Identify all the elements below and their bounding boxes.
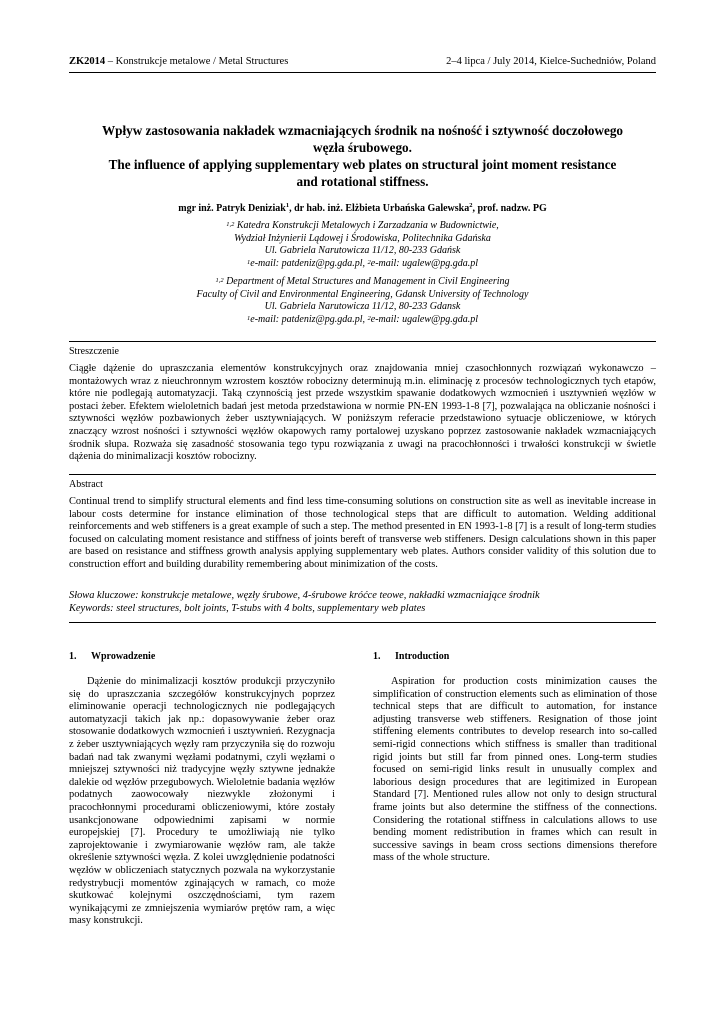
email-sup-2: 2	[367, 314, 371, 322]
divider	[69, 622, 656, 623]
column-left	[69, 676, 335, 928]
keywords-pl: Słowa kluczowe: konstrukcje metalowe, węzły śrubowe, 4-śrubowe króćce teowe, nakładki wzmacniające środnik	[69, 590, 540, 601]
paragraph-pl: Dążenie do minimalizacji kosztów produkcji przyczyniło się do upraszczania szczegółów konstrukcyjnych poprzez eliminowanie operacji technologicznych nie podlegających automatyzacji takich jak np.: dopasowywanie żeber oraz stosowanie dodatkowych wzmocnień i usztywnień. Rezygnacja z żeber usztywniających węzły ram przyczyniła się do rozwoju badań nad tak zwanymi węzłami podatnymi, czyli węzłami o mniejszej sztywności niż tradycyjne węzły sztywne jednakże dalekie od węzłów przegubowych. Wieloletnie badania węzłów podatnych zaowocowały niezwykle złożonymi i pracochłonnymi procedurami obliczeniowymi, które zostały usankcjonowane odpowiednimi zapisami w normie europejskiej [7]. Procedury te umożliwiają nie tylko zaprojektowanie i zwymiarowanie węzłów ram, ale także określenie sztywności węzła. Z kolei uwzględnienie podatności węzłów w obliczeniach statycznych pozwala na wykorzystanie redystrybucji momentów zginających w ramach, co może skutkować kolejnymi oszczędnościami, tym razem wynikającymi ze zmniejszenia wymiarów prętów ram, a więc masy konstrukcji.	[69, 676, 335, 927]
column-right	[373, 676, 657, 865]
affiliation-en-line3: Ul. Gabriela Narutowicza 11/12, 80-233 Gdansk	[264, 301, 461, 313]
author-1-name: mgr inż. Patryk Deniziak	[178, 203, 286, 214]
affiliation-en-emails	[69, 314, 656, 327]
affiliation-en-dept: Department of Metal Structures and Management in Civil Engineering	[223, 276, 510, 287]
section-number: 1.	[69, 651, 77, 662]
title-en-line1: The influence of applying supplementary web plates on structural joint moment resistance	[108, 157, 617, 172]
conference-code: ZK2014	[69, 56, 106, 67]
affiliation-pl	[69, 220, 656, 270]
email-sup-2: 2	[367, 258, 371, 266]
author-2-title: , prof. nadzw. PG	[472, 203, 547, 214]
email-1: e-mail: patdeniz@pg.gda.pl,	[250, 313, 368, 325]
title-en-line2: and rotational stiffness.	[296, 174, 429, 189]
section-title: Introduction	[395, 651, 450, 662]
section-heading-pl	[69, 651, 155, 662]
affiliation-pl-sup: 1,2	[226, 221, 235, 228]
author-2-sup: 2	[469, 202, 473, 209]
email-2: e-mail: ugalew@pg.gda.pl	[370, 257, 478, 269]
streszczenie-text: Ciągłe dążenie do upraszczania elementów konstrukcyjnych oraz znajdowania mniej czasochłonnych rozwiązań wykonawczo – montażowych wraz z nieuchronnym wzrostem kosztów robocizny determinują m.in. eliminację z procesów technologicznych tych etapów, które nie podlegają automatyzacji. Taką czynnością jest przede wszystkim spawanie dodatkowych wzmocnień i usztywnień węzłów w postaci żeber. Efektem wieloletnich badań jest metoda przedstawiona w normie PN-EN 1993-1-8 [7], pozwalająca na obliczanie nośności i sztywności węzłów pozbawionych żeber usztywniających. W poniższym referacie przedstawiono sytuacje obliczeniowe, w których znaczący wzrost nośności i sztywności węzłów okapowych ramy portalowej uzyskano poprzez zastosowanie nakładek wzmacniających środnik słupa. Rozważa się zasadność stosowania tego typu rozwiązania z uwagi na pracochłonności i trwałości konstrukcji w świetle dążenia do minimalizacji kosztów robocizny.	[69, 363, 656, 463]
streszczenie-label: Streszczenie	[69, 346, 119, 357]
divider	[69, 341, 656, 342]
title-pl-line1: Wpływ zastosowania nakładek wzmacniających środnik na nośność i sztywność doczołowego	[101, 123, 624, 138]
divider	[69, 474, 656, 475]
conference-name	[69, 56, 288, 67]
affiliation-pl-emails	[69, 258, 656, 271]
paragraph-en: Aspiration for production costs minimization causes the simplification of construction elements such as elimination of those technical steps that are difficult to automation, for instance adjusting transverse web stiffeners. Resignation of those joint stiffening elements contributes to develop research into so-called semi-rigid connections which stiffness is smaller than traditional rigid joints but still far from pinned ones. Long-term studies focused on semi-rigid links result in unusually complex and laborious design procedures that are legitimized in European Standard [7]. Mentioned rules allow not only to design structural frame joints but also determine the stiffness of the connections. Considering the rotational stiffness in calculations allows to use bending moment redistribution in frames which can result in successive savings in beam cross sections dimensions therefore mass of the whole structure.	[373, 676, 657, 864]
affiliation-pl-dept: Katedra Konstrukcji Metalowych i Zarzadzania w Budownictwie,	[234, 220, 499, 231]
conference-date-place: 2–4 lipca / July 2014, Kielce-Suchedniów, Poland	[446, 56, 656, 67]
affiliation-en-line2: Faculty of Civil and Environmental Engineering, Gdansk University of Technology	[196, 288, 529, 300]
affiliation-pl-line3: Ul. Gabriela Narutowicza 11/12, 80-233 Gdańsk	[264, 245, 461, 257]
authors-line	[69, 203, 656, 214]
title-pl-line2: węzła śrubowego.	[313, 140, 412, 155]
author-1-sup: 1	[285, 202, 290, 209]
paper-title	[69, 122, 656, 190]
affiliation-pl-line1	[69, 220, 656, 233]
affiliation-pl-line2: Wydział Inżynierii Lądowej i Środowiska, Politechnika Gdańska	[234, 232, 491, 244]
affiliation-en-line1	[69, 276, 656, 289]
keywords-en: Keywords: steel structures, bolt joints, T-stubs with 4 bolts, supplementary web plates	[69, 603, 426, 614]
abstract-label: Abstract	[69, 479, 103, 490]
email-sup-1: 1	[247, 314, 251, 322]
email-1: e-mail: patdeniz@pg.gda.pl,	[250, 257, 368, 269]
affiliation-en-sup: 1,2	[215, 277, 224, 284]
conference-subtitle: – Konstrukcje metalowe / Metal Structures	[105, 56, 289, 67]
author-2-name: , dr hab. inż. Elżbieta Urbańska Galewska	[289, 203, 470, 214]
page-header	[69, 56, 656, 73]
section-number: 1.	[373, 651, 381, 662]
affiliation-en	[69, 276, 656, 326]
abstract-text: Continual trend to simplify structural elements and find less time-consuming solutions on construction site as well as inevitable increase in labour costs determine for instance elimination of those technological steps that are difficult to automation. Welding additional reinforcements and web stiffeners is a great example of such a step. The method presented in EN 1993-1-8 [7] is a result of long-term studies focused on calculating moment resistance and stiffness of joints bereft of transverse web stiffeners. Design calculations shown in this paper are based on resistance and stiffness growth analysis applying supplementary web plates. Authors consider validity of this solution due to construction effort and building durability remembering about minimization of the costs.	[69, 496, 656, 570]
section-heading-en	[373, 651, 449, 662]
email-2: e-mail: ugalew@pg.gda.pl	[370, 313, 478, 325]
section-title: Wprowadzenie	[91, 651, 156, 662]
email-sup-1: 1	[247, 258, 251, 266]
